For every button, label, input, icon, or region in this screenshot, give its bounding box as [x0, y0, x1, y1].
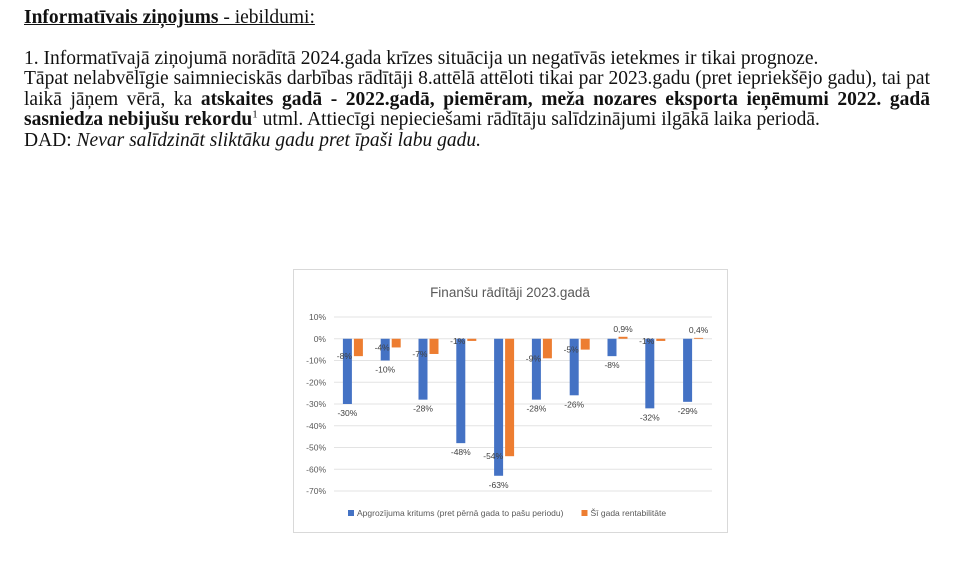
chart-gridlines [334, 317, 712, 491]
dad-comment-text: Nevar salīdzināt sliktāku gadu pret īpaši labu gadu. [76, 129, 481, 151]
data-label: -8% [604, 360, 620, 371]
bar [343, 339, 352, 404]
bar [456, 339, 465, 443]
bar [419, 339, 428, 400]
data-label: -28% [526, 403, 547, 414]
data-label: -9% [525, 353, 541, 364]
bar [505, 339, 514, 456]
footnote-ref[interactable]: 1 [252, 108, 258, 121]
dad-label: DAD: [24, 129, 77, 151]
data-label: -48% [450, 447, 471, 458]
heading-title: Informatīvais ziņojums [24, 7, 219, 28]
bar [645, 339, 654, 409]
bar [430, 339, 439, 354]
chart-bars [343, 337, 703, 476]
data-label: -10% [375, 364, 396, 375]
y-axis-ticks [306, 312, 326, 496]
paragraph-2-bold: atskaites gadā - 2022.gadā, piemēram, meža nozares eksporta ieņēmumi 2022. gadā sasniedza nebijušu rekordu [24, 88, 930, 130]
bar [532, 339, 541, 400]
legend-swatch [348, 510, 354, 516]
data-label: -4% [374, 342, 390, 353]
dad-comment [24, 131, 930, 152]
bar [392, 339, 401, 348]
legend-label: Šī gada rentabilitāte [590, 508, 667, 518]
data-label: -5% [563, 344, 579, 355]
y-tick-label: -60% [306, 464, 326, 475]
data-label: -1% [450, 335, 466, 346]
bar [694, 338, 703, 339]
data-label: -8% [336, 351, 352, 362]
bar-chart [294, 270, 727, 532]
chart-figure [293, 269, 728, 533]
chart-title: Finanšu rādītāji 2023.gadā [430, 285, 590, 300]
data-label: -54% [483, 451, 504, 462]
data-label: -26% [564, 399, 585, 410]
legend-label: Apgrozījuma kritums (pret pērnā gada to pašu periodu) [357, 508, 564, 518]
bar [656, 339, 665, 341]
paragraph-1: 1. Informatīvajā ziņojumā norādītā 2024.gada krīzes situācija un negatīvās ietekmes ir tikai prognoze. [24, 47, 819, 69]
bar [608, 339, 617, 356]
y-tick-label: -10% [306, 355, 326, 366]
data-label: -28% [413, 403, 433, 414]
document-body [24, 8, 930, 151]
data-label: -30% [337, 408, 358, 418]
data-label: -63% [488, 479, 509, 490]
y-tick-label: -70% [306, 486, 326, 496]
heading-suffix: - iebildumi: [218, 7, 315, 28]
data-label: -7% [412, 348, 428, 359]
data-label: -32% [639, 412, 660, 423]
y-tick-label: 10% [308, 312, 326, 322]
bar [619, 337, 628, 339]
bar [354, 339, 363, 356]
section-heading [24, 8, 930, 29]
paragraph-2-end: utml. Attiecīgi nepieciešami rādītāju salīdzinājumi ilgākā laika periodā. [257, 109, 820, 130]
y-tick-label: 0% [313, 333, 326, 344]
bar [543, 339, 552, 359]
bar [683, 339, 692, 402]
chart-legend [348, 508, 666, 518]
data-label: -29% [677, 405, 698, 416]
y-tick-label: -30% [306, 399, 326, 409]
legend-swatch [581, 510, 587, 516]
data-label: -1% [639, 335, 655, 346]
y-tick-label: -40% [306, 420, 326, 431]
bar [467, 339, 476, 341]
paragraph-2-start: Tāpat nelabvēlīgie saimnieciskās darbības rādītāji 8.attēlā attēloti tikai par 2023.gadu (pret iepriekšējo gadu), tai pat laikā jāņem vērā, ka [24, 68, 930, 110]
bar [581, 339, 590, 350]
data-label: 0,9% [613, 323, 633, 334]
paragraph-2 [24, 69, 930, 131]
y-tick-label: -20% [306, 377, 326, 388]
data-label: 0,4% [688, 324, 709, 335]
y-tick-label: -50% [306, 442, 326, 453]
